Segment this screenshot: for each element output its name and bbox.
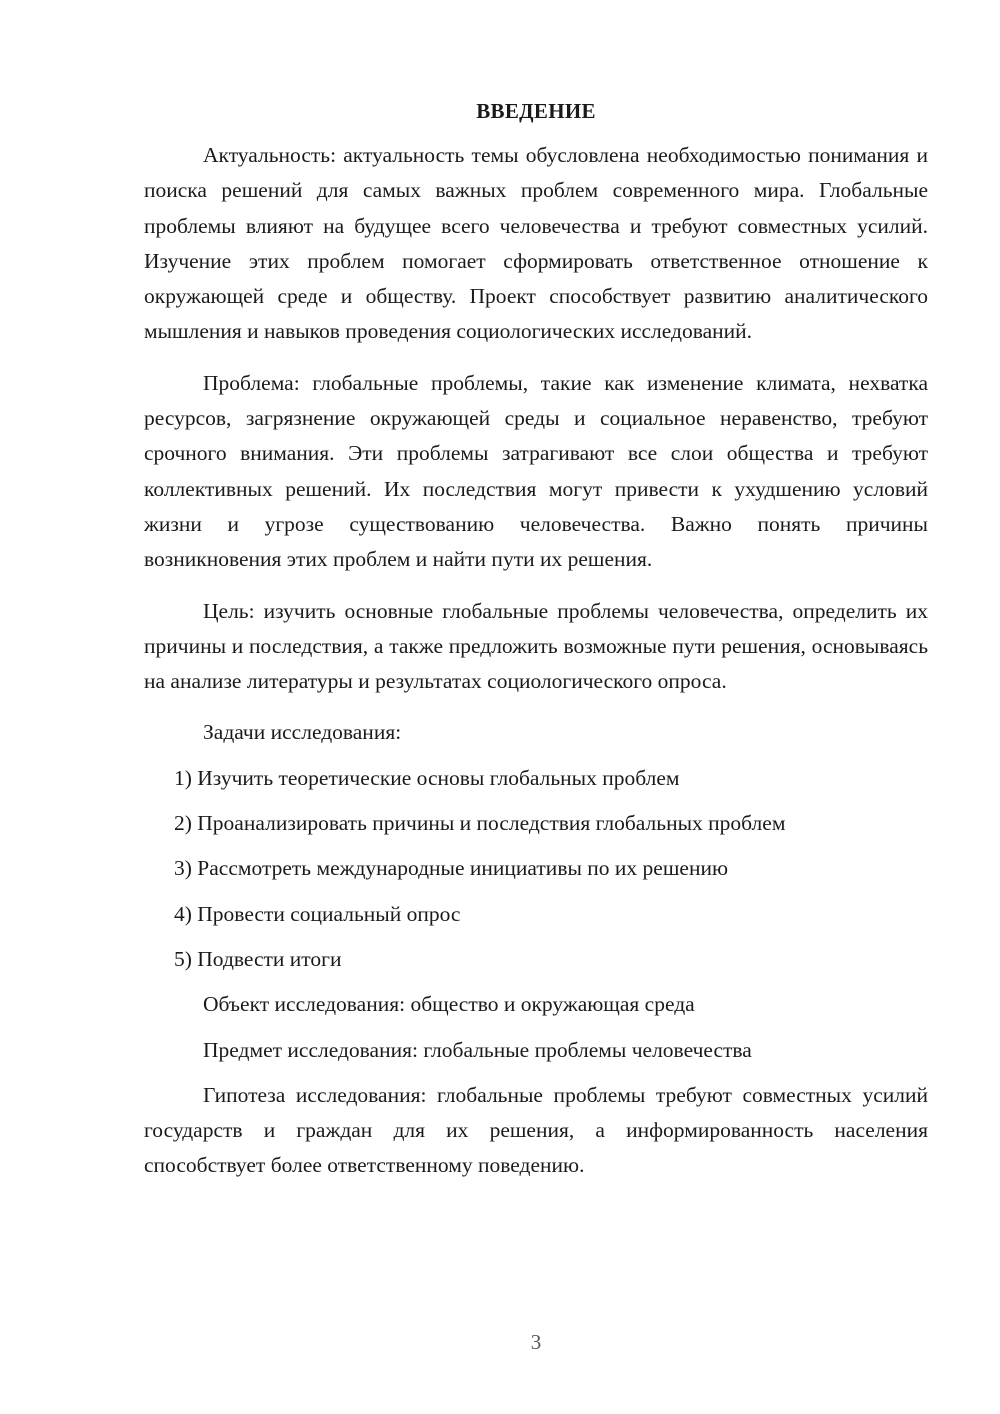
list-item: 4) Провести социальный опрос [174, 901, 461, 926]
research-object: Объект исследования: общество и окружающая среда [203, 992, 695, 1017]
list-item: 1) Изучить теоретические основы глобальных проблем [174, 765, 680, 790]
list-item: 3) Рассмотреть международные инициативы по их решению [174, 856, 729, 881]
problem-paragraph: Проблема: глобальные проблемы, такие как изменение климата, нехватка ресурсов, загрязнение окружающей среды и социальное неравенство, требуют срочного внимания. Эти проблемы затрагивают все слои общества и требуют коллективных решений. Их последствия могут привести к ухудшению условий жизни и угрозе существованию человечества. Важно понять причины возникновения этих проблем и найти пути их решения. [144, 370, 928, 572]
relevance-paragraph: Актуальность: актуальность темы обусловлена необходимостью понимания и поиска решений для самых важных проблем современного мира. Глобальные проблемы влияют на будущее всего человечества и требуют совместных усилий. Изучение этих проблем помогает сформировать ответственное отношение к окружающей среде и обществу. Проект способствует развитию аналитического мышления и навыков проведения социологических исследований. [144, 143, 928, 344]
list-item: 2) Проанализировать причины и последствия глобальных проблем [174, 811, 786, 836]
list-item: 5) Подвести итоги [174, 946, 342, 971]
document-page [144, 96, 928, 1200]
goal-paragraph: Цель: изучить основные глобальные проблемы человечества, определить их причины и последствия, а также предложить возможные пути решения, основываясь на анализе литературы и результатах социологического опроса. [144, 598, 928, 694]
page-number: 3 [530, 1330, 542, 1354]
tasks-heading: Задачи исследования: [203, 720, 402, 745]
research-subject: Предмет исследования: глобальные проблемы человечества [203, 1037, 752, 1062]
page-title: ВВЕДЕНИЕ [476, 99, 596, 123]
hypothesis-paragraph: Гипотеза исследования: глобальные проблемы требуют совместных усилий государств и граждан для их решения, а информированность населения способствует более ответственному поведению. [144, 1082, 928, 1178]
tasks-list [144, 761, 928, 977]
